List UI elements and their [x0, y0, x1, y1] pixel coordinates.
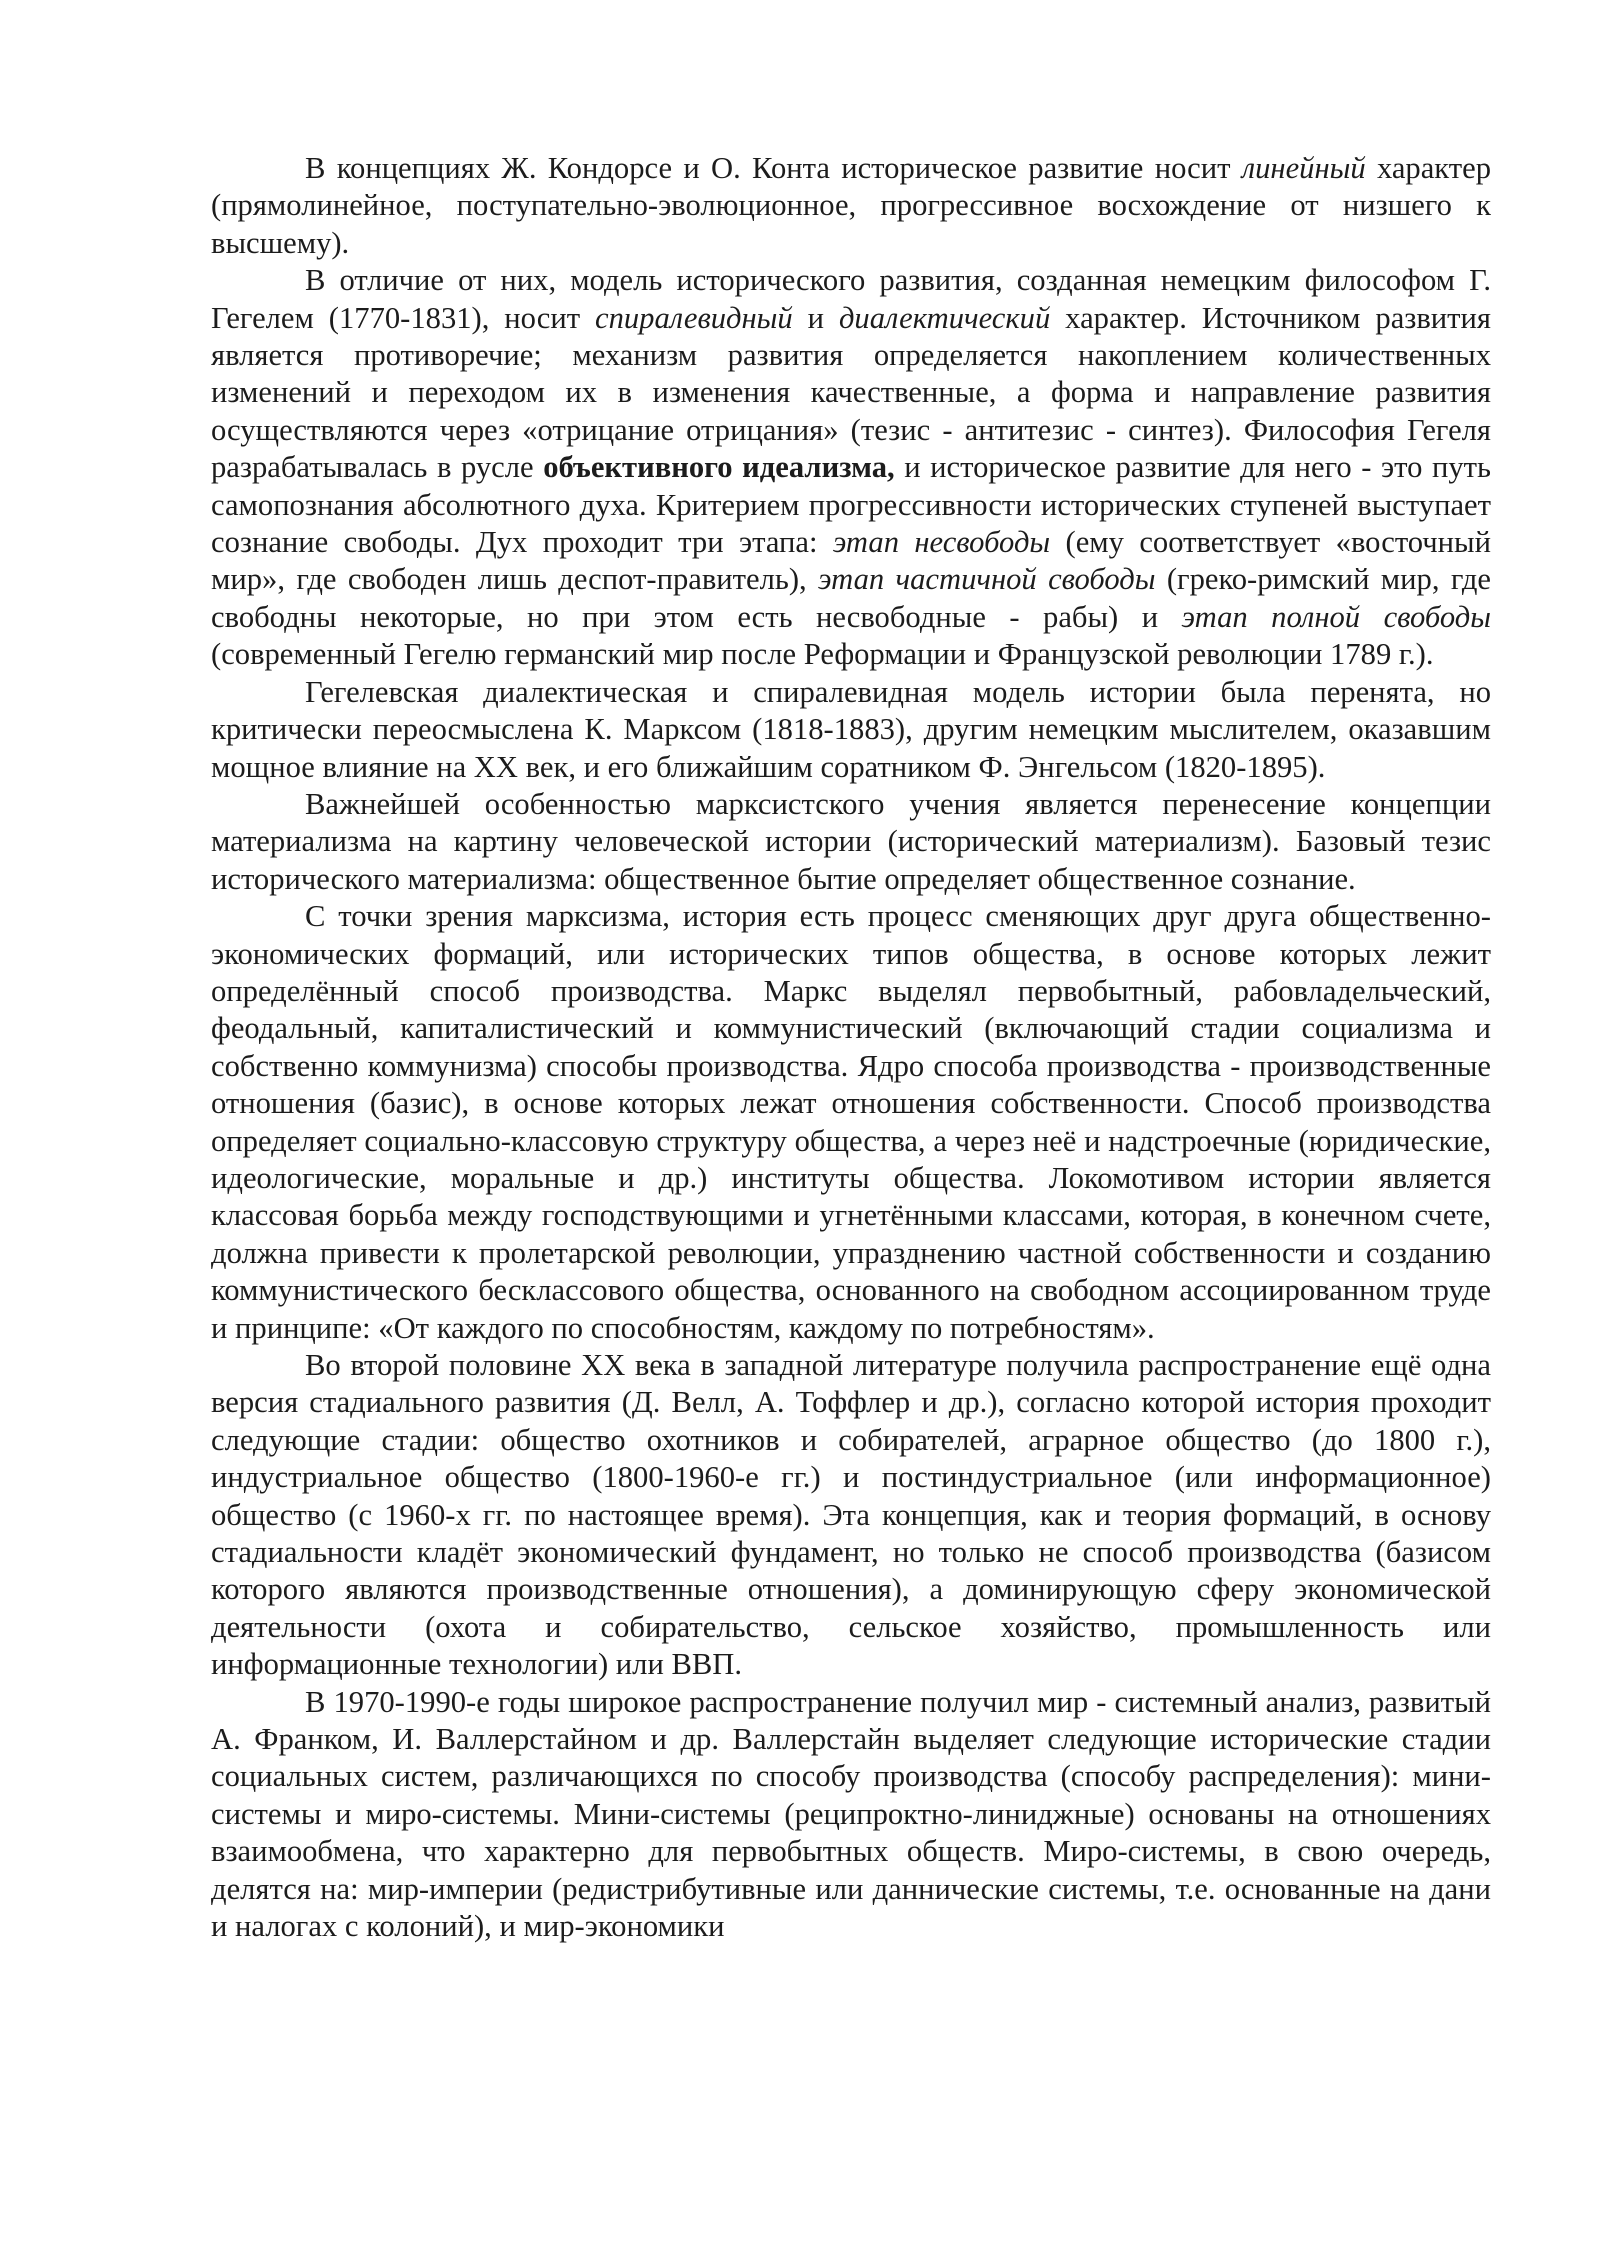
text-run: характер (прямолинейное, поступательно-эволюционное, прогрессивное восхождение от низшего к высшему). — [211, 151, 1491, 260]
paragraph-7 — [211, 1684, 1491, 1946]
italic-term: этап полной свободы — [1181, 599, 1491, 634]
text-run: Важнейшей особенностью марксистского учения является перенесение концепции материализма на картину человеческой истории (исторический материализм). Базовый тезис исторического материализма: общественное бытие определяет общественное сознание. — [211, 786, 1491, 896]
text-run: (ему соответствует «восточный мир», где свободен лишь деспот-правитель), — [211, 525, 1491, 597]
text-run: (современный Гегелю германский мир после Реформации и Французской революции 1789 г.). — [211, 637, 1434, 672]
paragraph-6 — [211, 1347, 1491, 1684]
text-run: В 1970-1990-е годы широкое распространение получил мир - системный анализ, развитый А. Франком, И. Валлерстайном и др. Валлерстайн выделяет следующие исторические стадии социальных систем, различающихся по способу производства (способу распределения): мини-системы и миро-системы. Мини-системы (реципроктно-линиджные) основаны на отношениях взаимообмена, что характерно для первобытных обществ. Миро-системы, в свою очередь, делятся на: мир-империи (редистрибутивные или даннические системы, т.е. основанные на дани и налогах с колоний), и мир-экономики — [211, 1684, 1491, 1944]
paragraph-2 — [211, 262, 1491, 673]
bold-term: объективного идеализма, — [543, 450, 895, 485]
text-run: В отличие от них, модель исторического развития, созданная немецким философом Г. Гегелем (1770-1831), носит — [211, 263, 1491, 335]
text-run: (греко-римский мир, где свободны некоторые, но при этом есть несвободные - рабы) и — [211, 562, 1492, 634]
text-run: Во второй половине XX века в западной литературе получила распространение ещё одна версия стадиального развития (Д. Велл, А. Тоффлер и др.), согласно которой история проходит следующие стадии: общество охотников и собирателей, аграрное общество (до 1800 г.), индустриальное общество (1800-1960-е гг.) и постиндустриальное (или информационное) общество (с 1960-х гг. по настоящее время). Эта концепция, как и теория формаций, в основу стадиальности кладёт экономический фундамент, но только не способ производства (базисом которого являются производственные отношения), а доминирующую сферу экономической деятельности (охота и собирательство, сельское хозяйство, промышленность или информационные технологии) или ВВП. — [211, 1348, 1491, 1682]
text-run: характер. Источником развития является противоречие; механизм развития определяется накоплением количественных изменений и переходом их в изменения качественные, а форма и направление развития осуществляются через «отрицание отрицания» (тезис - антитезис - синтез). Философия Гегеля разрабатывалась в русле — [211, 300, 1491, 485]
text-run: Гегелевская диалектическая и спиралевидная модель истории была перенята, но критически переосмыслена К. Марксом (1818-1883), другим немецким мыслителем, оказавшим мощное влияние на XX век, и его ближайшим соратником Ф. Энгельсом (1820-1895). — [211, 674, 1491, 784]
text-run: и историческое развитие для него - это путь самопознания абсолютного духа. Критерием прогрессивности исторических ступеней выступает сознание свободы. Дух проходит три этапа: — [211, 450, 1492, 560]
text-run: В концепциях Ж. Кондорсе и О. Конта историческое развитие носит — [305, 151, 1242, 185]
text-run: С точки зрения марксизма, история есть процесс сменяющих друг друга общественно-экономических формаций, или исторических типов общества, в основе которых лежит определённый способ производства. Маркс выделял первобытный, рабовладельческий, феодальный, капиталистический и коммунистический (включающий стадии социализма и собственно коммунизма) способы производства. Ядро способа производства - производственные отношения (базис), в основе которых лежат отношения собственности. Способ производства определяет социально-классовую структуру общества, а через неё и надстроечные (юридические, идеологические, моральные и др.) институты общества. Локомотивом истории является классовая борьба между господствующими и угнетёнными классами, которая, в конечном счете, должна привести к пролетарской революции, упразднению частной собственности и созданию коммунистического бесклассового общества, основанного на свободном ассоциированном труде и принципе: «От каждого по способностям, каждому по потребностям». — [211, 899, 1491, 1345]
italic-term: этап частичной свободы — [818, 562, 1156, 597]
italic-term: линейный — [1241, 151, 1366, 185]
paragraph-1 — [211, 150, 1491, 262]
document-body — [211, 150, 1491, 1946]
italic-term: этап несвободы — [832, 525, 1051, 560]
paragraph-3 — [211, 674, 1491, 786]
italic-term: спиралевидный — [595, 300, 793, 335]
text-run: и — [792, 300, 839, 335]
paragraph-4 — [211, 786, 1491, 898]
italic-term: диалектический — [838, 300, 1051, 335]
paragraph-5 — [211, 898, 1491, 1347]
